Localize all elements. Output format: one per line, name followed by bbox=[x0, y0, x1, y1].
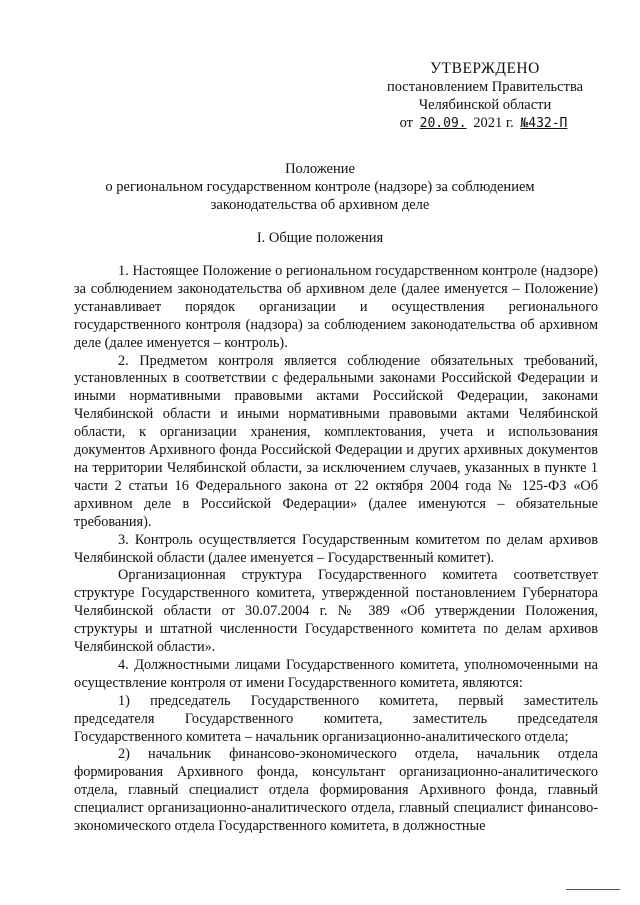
paragraph-4: Организационная структура Государственного комитета соответствует структуре Государственного комитета, утвержденной постановлением Губернатора Челябинской области от 30.07.2004 г. № 389 «Об утверждении Положения, структуры и штатной численности Государственного комитета по делам архивов Челябинской области». bbox=[74, 567, 598, 656]
paragraph-5: 4. Должностными лицами Государственного комитета, уполномоченными на осуществление контроля от имени Государственного комитета, являются: bbox=[74, 656, 598, 691]
paragraph-6: 1) председатель Государственного комитета, первый заместитель председателя Государственного комитета, заместитель председателя Государственного комитета – начальник организационно-аналитического отдела; bbox=[74, 692, 598, 745]
document-title: Положение bbox=[285, 161, 355, 177]
approval-line-1: постановлением Правительства bbox=[386, 79, 584, 95]
document-heading bbox=[60, 160, 580, 214]
approval-title: УТВЕРЖДЕНО bbox=[430, 60, 540, 77]
document-subtitle-2: законодательства об архивном деле bbox=[210, 197, 430, 213]
date-prefix: от bbox=[399, 115, 414, 131]
section-heading: I. Общие положения bbox=[256, 230, 384, 246]
footer-rule bbox=[566, 889, 620, 890]
paragraph-1: 1. Настоящее Положение о региональном государственном контроле (надзоре) за соблюдением законодательства об архивном деле (далее именуется – Положение) устанавливает порядок организации и осуществления регионального государственного контроля (надзора) за соблюдением законодательства об архивном деле (далее именуется – контроль). bbox=[74, 263, 598, 351]
approval-line-2: Челябинской области bbox=[418, 97, 552, 113]
approval-stamp bbox=[370, 60, 600, 133]
paragraph-2: 2. Предметом контроля является соблюдение обязательных требований, установленных в соответствии с федеральными законами Российской Федерации и иными нормативными правовыми актами Российской Федерации, законами Челябинской области и иными нормативными правовыми актами Челябинской области, к организации хранения, комплектования, учета и использования документов Архивного фонда Российской Федерации и других архивных документов на территории Челябинской области, за исключением случаев, указанных в пункте 1 части 2 статьи 16 Федерального закона от 22 октября 2004 года № 125-ФЗ «Об архивном деле в Российской Федерации» (далее именуются – обязательные требования). bbox=[74, 352, 598, 530]
approval-date-line bbox=[370, 114, 600, 133]
paragraph-7: 2) начальник финансово-экономического отдела, начальник отдела формирования Архивного фонда, консультант организационно-аналитического отдела, главный специалист отдела формирования Архивного фонда, главный специалист организационно-аналитического отдела, главный специалист финансово-экономического отдела Государственного комитета, в должностные bbox=[74, 746, 598, 835]
decree-number: №432-П bbox=[520, 116, 568, 131]
date-day: 20.09. bbox=[419, 116, 467, 131]
date-year: 2021 г. bbox=[473, 115, 514, 131]
document-subtitle-1: о региональном государственном контроле (надзоре) за соблюдением bbox=[105, 179, 535, 195]
paragraph-3: 3. Контроль осуществляется Государственным комитетом по делам архивов Челябинской области (далее именуется – Государственный комитет). bbox=[74, 531, 598, 566]
document-body bbox=[74, 263, 598, 836]
